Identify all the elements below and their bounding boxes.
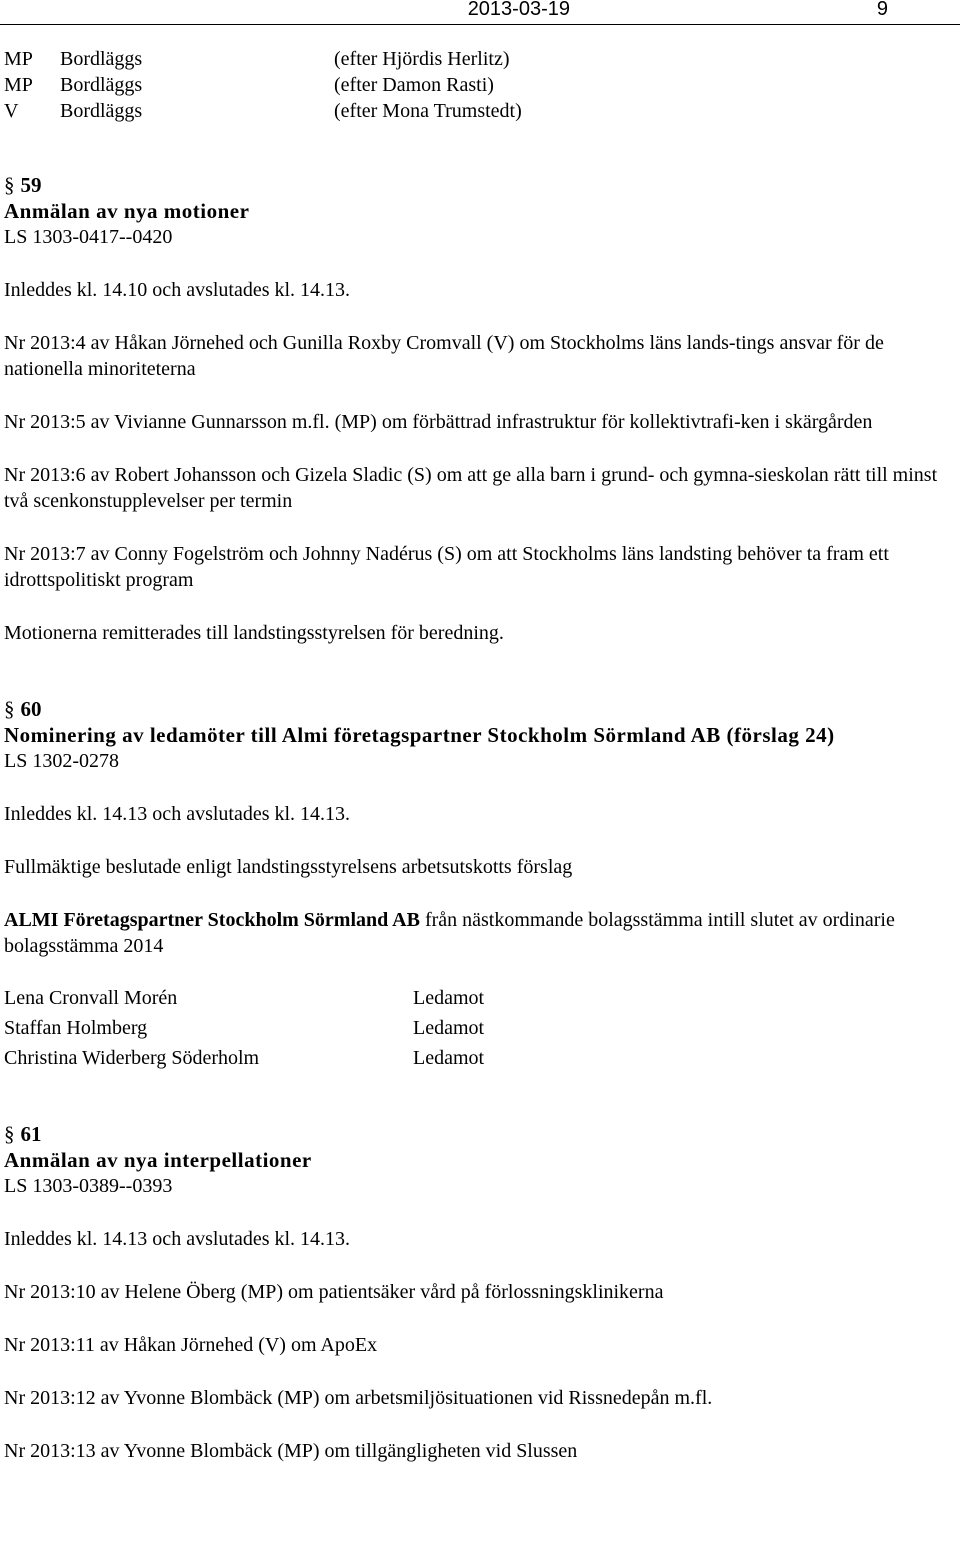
action: Bordläggs xyxy=(60,74,143,96)
page-number: 9 xyxy=(876,0,888,20)
member-row xyxy=(4,983,954,1013)
motion-item: Nr 2013:4 av Håkan Jörnehed och Gunilla Roxby Cromvall (V) om Stockholms läns lands-tings ansvar för de nationella minoriteterna xyxy=(4,332,884,380)
motion-item: Nr 2013:5 av Vivianne Gunnarsson m.fl. (MP) om förbättrad infrastruktur för kollektivtrafi-ken i skärgården xyxy=(4,411,873,433)
section-title: Nominering av ledamöter till Almi företagspartner Stockholm Sörmland AB (förslag 24) xyxy=(4,723,835,747)
company-statement-rest: från nästkommande bolagsstämma intill slutet av ordinarie bolagsstämma 2014 xyxy=(4,909,895,957)
header-date: 2013-03-19 xyxy=(467,0,570,20)
member-row xyxy=(4,1013,954,1043)
bordlaggs-row xyxy=(4,72,954,98)
party: MP xyxy=(4,48,33,70)
bordlaggs-row xyxy=(4,98,954,124)
section-number xyxy=(4,172,954,198)
company-name: ALMI Företagspartner Stockholm Sörmland AB xyxy=(4,909,420,931)
company-statement xyxy=(4,907,954,959)
timing-text: Inleddes kl. 14.13 och avslutades kl. 14.13. xyxy=(4,1228,351,1250)
case-reference: LS 1303-0417--0420 xyxy=(4,226,173,248)
member-role: Ledamot xyxy=(413,1047,485,1069)
page-header xyxy=(0,0,960,25)
bordlaggs-list xyxy=(4,46,954,124)
after-speaker: (efter Mona Trumstedt) xyxy=(334,100,522,122)
party: MP xyxy=(4,74,33,96)
after-speaker: (efter Damon Rasti) xyxy=(334,74,494,96)
section-number-value: 61 xyxy=(20,1122,42,1146)
member-name: Lena Cronvall Morén xyxy=(4,987,178,1009)
member-row xyxy=(4,1043,954,1073)
party: V xyxy=(4,100,19,122)
interpellation-item: Nr 2013:10 av Helene Öberg (MP) om patientsäker vård på förlossningsklinikerna xyxy=(4,1281,664,1303)
conclusion-text: Motionerna remitterades till landstingsstyrelsen för beredning. xyxy=(4,622,504,644)
case-reference: LS 1302-0278 xyxy=(4,750,119,772)
decision-text: Fullmäktige beslutade enligt landstingsstyrelsens arbetsutskotts förslag xyxy=(4,856,573,878)
section-61 xyxy=(4,1121,954,1464)
section-number xyxy=(4,696,954,722)
interpellation-item: Nr 2013:11 av Håkan Jörnehed (V) om ApoEx xyxy=(4,1334,378,1356)
timing-text: Inleddes kl. 14.13 och avslutades kl. 14.13. xyxy=(4,803,351,825)
section-number xyxy=(4,1121,954,1147)
member-name: Christina Widerberg Söderholm xyxy=(4,1047,260,1069)
bordlaggs-row xyxy=(4,46,954,72)
member-list xyxy=(4,983,954,1073)
timing-text: Inleddes kl. 14.10 och avslutades kl. 14.13. xyxy=(4,279,351,301)
after-speaker: (efter Hjördis Herlitz) xyxy=(334,48,510,70)
member-name: Staffan Holmberg xyxy=(4,1017,148,1039)
section-title: Anmälan av nya motioner xyxy=(4,199,250,223)
paragraph-icon: § xyxy=(4,1122,15,1146)
section-60 xyxy=(4,696,954,1073)
motion-item: Nr 2013:6 av Robert Johansson och Gizela Sladic (S) om att ge alla barn i grund- och gymna-sieskolan rätt till minst två scenkonstupplevelser per termin xyxy=(4,464,938,512)
action: Bordläggs xyxy=(60,48,143,70)
member-role: Ledamot xyxy=(413,987,485,1009)
action: Bordläggs xyxy=(60,100,143,122)
section-number-value: 59 xyxy=(20,173,42,197)
section-59 xyxy=(4,172,954,646)
paragraph-icon: § xyxy=(4,697,15,721)
interpellation-item: Nr 2013:12 av Yvonne Blombäck (MP) om arbetsmiljösituationen vid Rissnedepån m.fl. xyxy=(4,1387,713,1409)
interpellation-item: Nr 2013:13 av Yvonne Blombäck (MP) om tillgängligheten vid Slussen xyxy=(4,1440,578,1462)
motion-item: Nr 2013:7 av Conny Fogelström och Johnny Nadérus (S) om att Stockholms läns landsting behöver ta fram ett idrottspolitiskt program xyxy=(4,543,889,591)
member-role: Ledamot xyxy=(413,1017,485,1039)
paragraph-icon: § xyxy=(4,173,15,197)
case-reference: LS 1303-0389--0393 xyxy=(4,1175,173,1197)
document-content xyxy=(4,46,954,1464)
section-title: Anmälan av nya interpellationer xyxy=(4,1148,312,1172)
section-number-value: 60 xyxy=(20,697,42,721)
